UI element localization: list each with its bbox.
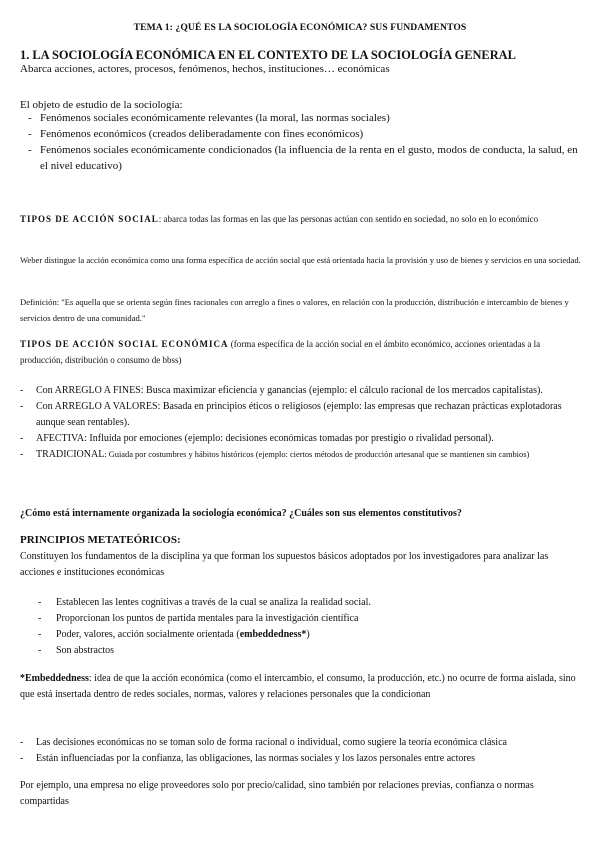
list-item bbox=[20, 399, 582, 431]
term-label: TIPOS DE ACCIÓN SOCIAL ECONÓMICA bbox=[20, 339, 229, 349]
principios-heading: PRINCIPIOS METATEÓRICOS: bbox=[20, 534, 181, 546]
list-item bbox=[20, 431, 582, 447]
embeddedness-definition bbox=[20, 671, 582, 703]
list-item: - Proporcionan los puntos de partida mentales para la investigación científica bbox=[20, 611, 582, 627]
list-item: - Las decisiones económicas no se toman solo de forma racional o individual, como sugiere la teoría económica clásica bbox=[20, 735, 582, 751]
document-title: TEMA 1: ¿QUÉ ES LA SOCIOLOGÍA ECONÓMICA? SUS FUNDAMENTOS bbox=[133, 22, 467, 33]
item-text: : Busca maximizar eficiencia y ganancias (ejemplo: el cálculo racional de los mercados capitalistas). bbox=[140, 385, 543, 396]
example-paragraph: Por ejemplo, una empresa no elige proveedores solo por precio/calidad, sino también por relaciones previas, confianza o normas compartidas bbox=[20, 780, 534, 807]
item-label: TRADICIONAL bbox=[36, 449, 105, 460]
item-label: AFECTIVA bbox=[36, 433, 85, 444]
principios-list bbox=[20, 595, 582, 659]
list-item: - Establecen las lentes cognitivas a través de la cual se analiza la realidad social. bbox=[20, 595, 582, 611]
tipos-accion-social bbox=[20, 211, 582, 227]
list-item bbox=[20, 447, 582, 463]
list-item: - Fenómenos sociales económicamente relevantes (la moral, las normas sociales) bbox=[20, 110, 582, 126]
item-text: Poder, valores, acción socialmente orientada ( bbox=[56, 629, 240, 640]
term-label: TIPOS DE ACCIÓN SOCIAL bbox=[20, 214, 159, 224]
definition-paragraph: Definición: "Es aquella que se orienta según fines racionales con arreglo a fines o valores, en relación con la producción, distribución e intercambio de bienes y servicios dentro de una comunidad." bbox=[20, 297, 569, 323]
item-text: : Guiada por costumbres y hábitos históricos (ejemplo: ciertos métodos de producción artesanal que se mantienen sin cambios) bbox=[104, 450, 530, 459]
tipos-accion-economica bbox=[20, 336, 582, 368]
objeto-intro: El objeto de estudio de la sociología: bbox=[20, 99, 183, 111]
section-subtitle: Abarca acciones, actores, procesos, fenómenos, hechos, instituciones… económicas bbox=[20, 63, 390, 75]
item-label: Con ARREGLO A VALORES bbox=[36, 401, 158, 412]
list-item bbox=[20, 383, 582, 399]
item-text: : Influida por emociones (ejemplo: decisiones económicas tomadas por prestigio o rivalidad personal). bbox=[84, 433, 494, 444]
item-text: : Basada en principios éticos o religiosos (ejemplo: las empresas que rechazan prácticas explotadoras aunque sean rentables). bbox=[36, 401, 562, 428]
term-label: *Embeddedness bbox=[20, 673, 89, 684]
list-item: - Son abstractos bbox=[20, 643, 582, 659]
list-item: - Están influenciadas por la confianza, las obligaciones, las normas sociales y los lazos personales entre actores bbox=[20, 751, 582, 767]
term-text: (forma específica de la acción social en el ámbito económico, acciones orientadas a la producción, distribución o consumo de bbss) bbox=[20, 339, 541, 365]
question-heading: ¿Cómo está internamente organizada la sociología económica? ¿Cuáles son sus elementos constitutivos? bbox=[20, 508, 462, 519]
objeto-list bbox=[20, 110, 582, 174]
section-heading: 1. LA SOCIOLOGÍA ECONÓMICA EN EL CONTEXTO DE LA SOCIOLOGÍA GENERAL bbox=[20, 48, 516, 62]
item-text-close: ) bbox=[306, 629, 310, 640]
list-item bbox=[20, 627, 582, 643]
embeddedness-list bbox=[20, 735, 582, 767]
list-item: - Fenómenos sociales económicamente condicionados (la influencia de la renta en el gusto, modos de conducta, la salud, en el nivel educativo) bbox=[20, 142, 582, 174]
term-text: : idea de que la acción económica (como el intercambio, el consumo, la producción, etc.) no ocurre de forma aislada, sino que está insertada dentro de redes sociales, normas, valores y relaciones personales que la condicionan bbox=[20, 673, 576, 700]
principios-intro: Constituyen los fundamentos de la disciplina ya que forman los supuestos básicos adoptados por los investigadores para analizar las acciones e instituciones económicas bbox=[20, 551, 549, 578]
list-item: - Fenómenos económicos (creados deliberadamente con fines económicos) bbox=[20, 126, 582, 142]
weber-paragraph: Weber distingue la acción económica como una forma específica de acción social que está orientada hacia la provisión y uso de bienes y servicios en una sociedad. bbox=[20, 255, 581, 265]
embeddedness-term: embeddedness* bbox=[239, 629, 307, 640]
term-text: : abarca todas las formas en las que las personas actúan con sentido en sociedad, no solo en lo económico bbox=[158, 214, 539, 224]
item-label: Con ARREGLO A FINES bbox=[36, 385, 141, 396]
tipos-list bbox=[20, 383, 582, 463]
